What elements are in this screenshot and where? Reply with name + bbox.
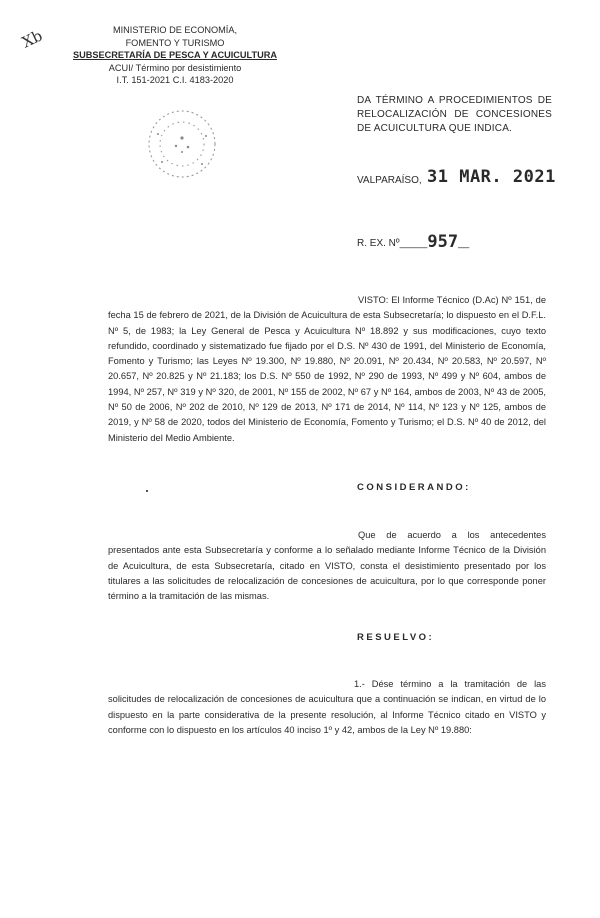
- document-type: ACUI/ Término por desistimiento: [108, 62, 242, 73]
- considerando-text: Que de acuerdo a los antecedentes presentados ante esta Subsecretaría y conforme a lo señalado mediante Informe Técnico de la División de Acuicultura, de esta Subsecretaría, citado en VISTO, consta el desistimiento presentado por los titulares a las solicitudes de relocalización de concesiones de acuicultura, por lo que corresponde poner término a la tramitación de las mismas.: [108, 530, 546, 602]
- considerando-paragraph: [108, 528, 546, 604]
- ministry-header: [60, 24, 290, 87]
- resuelvo-heading: RESUELVO:: [357, 632, 435, 643]
- ministry-name: MINISTERIO DE ECONOMÍA,: [112, 25, 238, 35]
- stray-dot: [146, 490, 148, 492]
- place-label: VALPARAÍSO,: [357, 175, 422, 186]
- resolution-title: DA TÉRMINO A PROCEDIMIENTOS DE RELOCALIZACIÓN DE CONCESIONES DE ACUICULTURA QUE INDICA.: [357, 95, 552, 134]
- considerando-heading: CONSIDERANDO:: [357, 482, 471, 493]
- rex-number: 957: [427, 232, 459, 252]
- handwritten-margin-mark: Xb: [19, 26, 46, 52]
- visto-text: VISTO: El Informe Técnico (D.Ac) Nº 151, de fecha 15 de febrero de 2021, de la División de Acuicultura de esta Subsecretaría; lo dispuesto en el D.F.L. Nº 5, de 1983; la Ley General de Pesca y Acuicultura Nº 18.892 y sus modificaciones, cuyo texto refundido, coordinado y sistematizado fue fijado por el D.S. Nº 430 de 1991, del Ministerio de Economía, Fomento y Turismo; las Leyes Nº 19.300, Nº 19.880, Nº 20.091, Nº 20.434, Nº 20.583, Nº 20.597, Nº 20.657, Nº 20.825 y Nº 21.183; los D.S. Nº 550 de 1992, Nº 290 de 1993, Nº 499 y Nº 604, ambos de 1994, Nº 257, Nº 319 y Nº 320, de 2001, Nº 155 de 2002, Nº 67 y Nº 164, ambos de 2003, Nº 43 de 2005, Nº 50 de 2006, Nº 202 de 2010, Nº 129 de 2013, Nº 171 de 2014, Nº 114, Nº 123 y Nº 125, ambos de 2019, y Nº 58 de 2020, todos del Ministerio de Economía, Fomento y Turismo; el D.S. Nº 40 de 2012, del Ministerio del Medio Ambiente.: [108, 295, 546, 443]
- rex-label: R. EX. Nº: [357, 238, 400, 249]
- resuelvo-text: 1.- Dése término a la tramitación de las solicitudes de relocalización de concesiones de acuicultura que a continuación se indican, en virtud de lo dispuesto en la parte considerativa de la presente resolución, al Informe Técnico citado en VISTO y conforme con lo dispuesto en los artículos 40 inciso 1º y 42, ambos de la Ley Nº 19.880:: [108, 679, 546, 735]
- official-seal-stamp: [146, 108, 218, 180]
- ministry-name-line2: FOMENTO Y TURISMO: [125, 37, 225, 48]
- resolution-number-line: R. EX. Nº_____957__: [357, 232, 470, 252]
- subsecretaria-name: SUBSECRETARÍA DE PESCA Y ACUICULTURA: [72, 50, 277, 60]
- document-references: I.T. 151-2021 C.I. 4183-2020: [116, 75, 234, 85]
- visto-paragraph: [108, 293, 546, 446]
- resolution-date-stamp: 31 MAR. 2021: [427, 167, 556, 187]
- resuelvo-paragraph: [108, 677, 546, 738]
